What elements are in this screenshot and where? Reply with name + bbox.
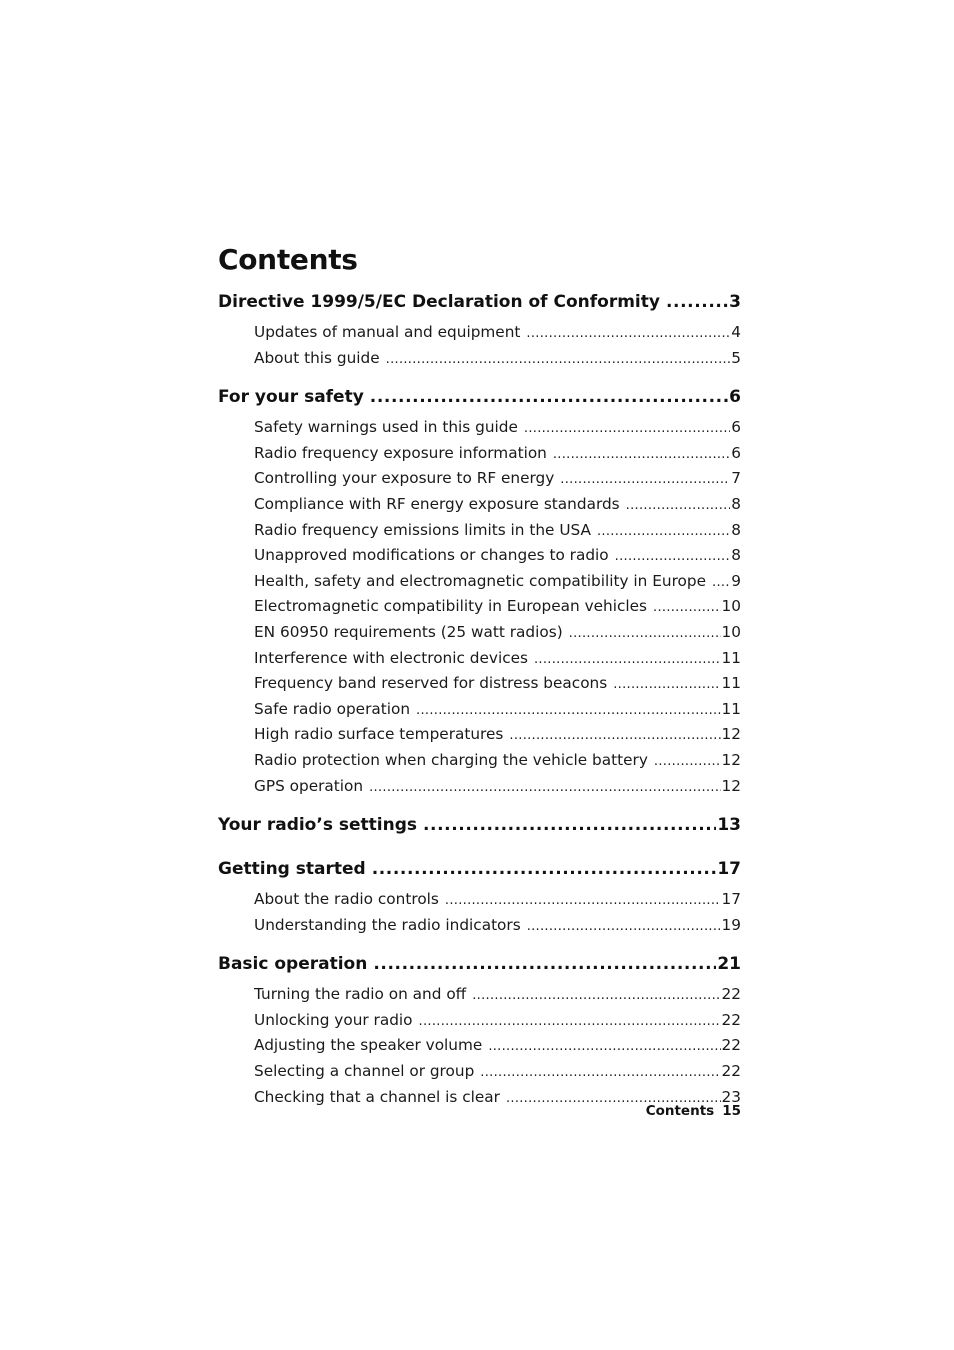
toc-entry-page: 12 [721, 776, 741, 795]
toc-entry-page: 8 [731, 546, 741, 565]
toc-entry-page: 22 [721, 985, 741, 1004]
toc-entry-page: 12 [721, 750, 741, 769]
toc-entry-row[interactable] [218, 492, 741, 518]
toc-entry-page: 12 [721, 725, 741, 744]
toc-entry-page: 6 [731, 443, 741, 462]
toc-entry-label: Adjusting the speaker volume [254, 1036, 483, 1055]
toc-entry-label: Understanding the radio indicators [254, 915, 521, 934]
toc-heading-label: Your radio’s settings [218, 815, 417, 836]
toc-entry-row[interactable] [218, 887, 741, 913]
toc-entry-label: Frequency band reserved for distress beacons [254, 674, 608, 693]
dot-leader [666, 285, 728, 320]
toc-entry-label: Controlling your exposure to RF energy [254, 469, 555, 488]
dot-leader [524, 415, 730, 442]
toc-entry-label: Safety warnings used in this guide [254, 418, 518, 437]
dot-leader [569, 620, 721, 647]
toc-entry-label: Checking that a channel is clear [254, 1087, 500, 1106]
toc-entry-row[interactable] [218, 1008, 741, 1034]
toc-heading-row[interactable] [218, 852, 741, 887]
dot-leader [509, 722, 720, 749]
toc-entry-label: High radio surface temperatures [254, 725, 504, 744]
toc-entry-page: 7 [731, 469, 741, 488]
table-of-contents [218, 285, 741, 1119]
dot-leader [373, 947, 716, 982]
toc-heading-page: 3 [729, 292, 741, 312]
toc-entry-label: Turning the radio on and off [254, 985, 467, 1004]
toc-heading-label: Getting started [218, 859, 366, 880]
toc-entry-row[interactable] [218, 415, 741, 441]
toc-heading-row[interactable] [218, 947, 741, 982]
dot-leader [419, 1008, 721, 1035]
dot-leader [472, 982, 720, 1009]
toc-entry-page: 9 [731, 571, 741, 590]
dot-leader [480, 1059, 720, 1086]
toc-entry-page: 22 [721, 1036, 741, 1055]
dot-leader [560, 466, 730, 493]
toc-entry-row[interactable] [218, 1059, 741, 1085]
toc-heading-label: Basic operation [218, 954, 368, 975]
toc-entry-row[interactable] [218, 982, 741, 1008]
dot-leader [416, 697, 721, 724]
dot-leader [712, 569, 730, 596]
dot-leader [654, 748, 721, 775]
toc-entry-row[interactable] [218, 594, 741, 620]
toc-section [218, 380, 741, 799]
page-footer [646, 1100, 741, 1122]
toc-entry-row[interactable] [218, 620, 741, 646]
toc-section [218, 285, 741, 371]
toc-heading-row[interactable] [218, 285, 741, 320]
toc-entry-row[interactable] [218, 913, 741, 939]
footer-page-number: 15 [722, 1103, 741, 1119]
toc-entry-page: 19 [721, 915, 741, 934]
toc-entry-page: 11 [721, 674, 741, 693]
toc-entry-row[interactable] [218, 1033, 741, 1059]
toc-entry-row[interactable] [218, 543, 741, 569]
toc-heading-row[interactable] [218, 380, 741, 415]
toc-entry-page: 11 [721, 699, 741, 718]
toc-entry-label: Interference with electronic devices [254, 648, 528, 667]
dot-leader [372, 852, 717, 887]
dot-leader [488, 1033, 720, 1060]
toc-heading-page: 17 [717, 859, 741, 880]
dot-leader [445, 887, 721, 914]
toc-entry-label: Radio protection when charging the vehicle battery [254, 750, 648, 769]
toc-heading-row[interactable] [218, 808, 741, 843]
page-title: Contents [218, 243, 358, 276]
toc-entry-label: About this guide [254, 348, 380, 367]
toc-entry-page: 22 [721, 1010, 741, 1029]
toc-entry-page: 8 [731, 494, 741, 513]
dot-leader [526, 320, 730, 347]
dot-leader [597, 518, 730, 545]
toc-entry-label: Electromagnetic compatibility in European vehicles [254, 597, 648, 616]
toc-entry-label: Health, safety and electromagnetic compatibility in Europe [254, 571, 707, 590]
toc-entry-row[interactable] [218, 646, 741, 672]
toc-entry-row[interactable] [218, 441, 741, 467]
toc-section [218, 808, 741, 843]
dot-leader [369, 774, 720, 801]
toc-entry-row[interactable] [218, 748, 741, 774]
toc-entry-page: 8 [731, 520, 741, 539]
dot-leader [423, 808, 716, 843]
toc-entry-label: Unlocking your radio [254, 1010, 413, 1029]
toc-entry-row[interactable] [218, 569, 741, 595]
toc-entry-label: Updates of manual and equipment [254, 323, 521, 341]
toc-entry-page: 5 [731, 348, 741, 367]
toc-entry-label: Selecting a channel or group [254, 1062, 475, 1081]
toc-heading-page: 6 [729, 387, 741, 408]
dot-leader [615, 543, 731, 570]
toc-entry-page: 17 [721, 890, 741, 909]
toc-heading-label: Directive 1999/5/EC Declaration of Conformity [218, 292, 660, 312]
toc-entry-page: 10 [721, 597, 741, 616]
dot-leader [626, 492, 731, 519]
toc-entry-page: 23 [721, 1087, 741, 1106]
dot-leader [534, 646, 721, 673]
toc-entry-label: Radio frequency exposure information [254, 443, 547, 462]
dot-leader [653, 594, 721, 621]
toc-section [218, 852, 741, 938]
toc-entry-row[interactable] [218, 518, 741, 544]
toc-entry-page: 22 [721, 1062, 741, 1081]
toc-section [218, 947, 741, 1110]
toc-heading-page: 13 [717, 815, 741, 836]
toc-heading-page: 21 [717, 954, 741, 975]
toc-entry-row[interactable] [218, 722, 741, 748]
toc-entry-label: GPS operation [254, 776, 364, 795]
dot-leader [553, 441, 730, 468]
toc-entry-page: 4 [731, 323, 741, 341]
toc-entry-row[interactable] [218, 346, 741, 372]
toc-entry-page: 10 [721, 622, 741, 641]
dot-leader [527, 913, 721, 940]
toc-entry-label: About the radio controls [254, 890, 439, 909]
toc-entry-label: Compliance with RF energy exposure standards [254, 494, 620, 513]
dot-leader [613, 671, 720, 698]
toc-entry-label: Safe radio operation [254, 699, 411, 718]
toc-entry-row[interactable] [218, 671, 741, 697]
toc-entry-label: Radio frequency emissions limits in the USA [254, 520, 591, 539]
dot-leader [370, 380, 728, 415]
toc-entry-label: Unapproved modifications or changes to radio [254, 546, 609, 565]
toc-entry-page: 11 [721, 648, 741, 667]
toc-entry-page: 6 [731, 418, 741, 437]
footer-section-label: Contents [645, 1103, 715, 1119]
toc-entry-row[interactable] [218, 466, 741, 492]
dot-leader [386, 346, 731, 373]
toc-entry-row[interactable] [218, 774, 741, 800]
toc-entry-row[interactable] [218, 697, 741, 723]
toc-entry-label: EN 60950 requirements (25 watt radios) [254, 622, 563, 641]
toc-entry-row[interactable] [218, 320, 741, 346]
toc-heading-label: For your safety [218, 387, 364, 408]
